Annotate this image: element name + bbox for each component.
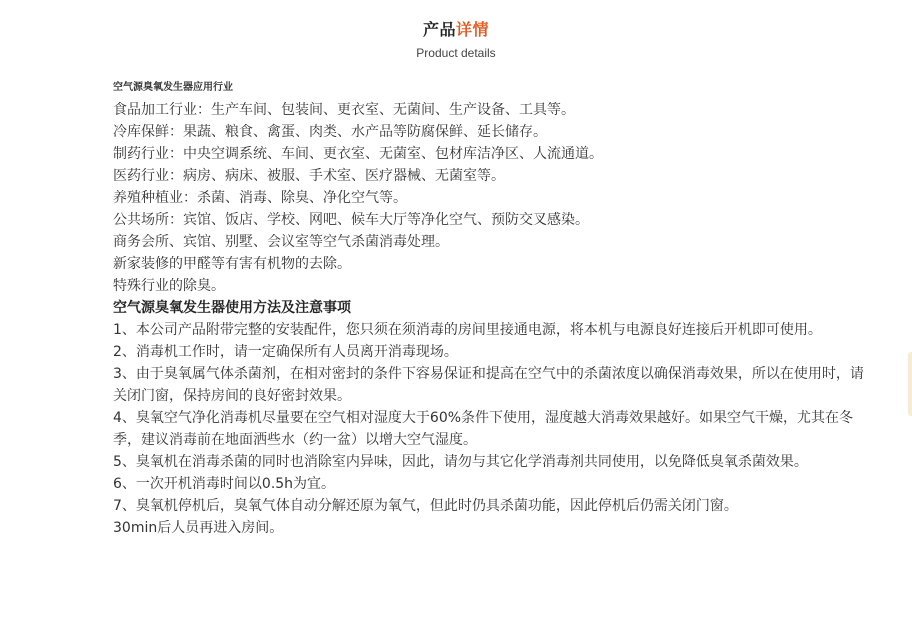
application-item: 养殖种植业：杀菌、消毒、除臭、净化空气等。 xyxy=(113,190,407,206)
title-accent: 详情 xyxy=(456,20,490,39)
usage-item: 5、臭氧机在消毒杀菌的同时也消除室内异味，因此，请勿与其它化学消毒剂共同使用，以免降低臭氧杀菌效果。 xyxy=(113,454,808,470)
usage-item: 3、由于臭氧属气体杀菌剂，在相对密封的条件下容易保证和提高在空气中的杀菌浓度以确保消毒效果，所以在使用时，请关闭门窗，保持房间的良好密封效果。 xyxy=(113,366,864,404)
application-item: 公共场所：宾馆、饭店、学校、网吧、候车大厅等净化空气、预防交叉感染。 xyxy=(113,212,589,228)
section-header xyxy=(0,18,912,62)
usage-item: 30min后人员再进入房间。 xyxy=(113,520,284,536)
title-main: 产品 xyxy=(422,20,456,39)
application-item: 制药行业：中央空调系统、车间、更衣室、无菌室、包材库洁净区、人流通道。 xyxy=(113,146,603,162)
usage-item: 2、消毒机工作时，请一定确保所有人员离开消毒现场。 xyxy=(113,344,458,360)
application-item: 特殊行业的除臭。 xyxy=(113,278,225,294)
application-section-label: 空气源臭氧发生器应用行业 xyxy=(113,82,233,93)
usage-item: 1、本公司产品附带完整的安装配件，您只须在须消毒的房间里接通电源，将本机与电源良好连接后开机即可使用。 xyxy=(113,322,822,338)
application-item: 食品加工行业：生产车间、包装间、更衣室、无菌间、生产设备、工具等。 xyxy=(113,102,575,118)
product-description xyxy=(113,81,865,539)
usage-item: 7、臭氧机停机后，臭氧气体自动分解还原为氧气，但此时仍具杀菌功能，因此停机后仍需关闭门窗。 xyxy=(113,498,738,514)
application-item: 冷库保鲜：果蔬、粮食、禽蛋、肉类、水产品等防腐保鲜、延长储存。 xyxy=(113,124,547,140)
application-item: 医药行业：病房、病床、被服、手术室、医疗器械、无菌室等。 xyxy=(113,168,505,184)
page-title xyxy=(0,18,912,42)
application-item: 商务会所、宾馆、别墅、会议室等空气杀菌消毒处理。 xyxy=(113,234,449,250)
application-item: 新家装修的甲醛等有害有机物的去除。 xyxy=(113,256,351,272)
usage-item: 6、一次开机消毒时间以0.5h为宜。 xyxy=(113,476,336,492)
usage-heading: 空气源臭氧发生器使用方法及注意事项 xyxy=(113,300,351,316)
side-float-tab[interactable] xyxy=(908,352,912,416)
page-subtitle: Product details xyxy=(416,46,496,60)
usage-item: 4、臭氧空气净化消毒机尽量要在空气相对湿度大于60%条件下使用，湿度越大消毒效果越好。如果空气干燥，尤其在冬季，建议消毒前在地面洒些水（约一盆）以增大空气湿度。 xyxy=(113,410,854,448)
